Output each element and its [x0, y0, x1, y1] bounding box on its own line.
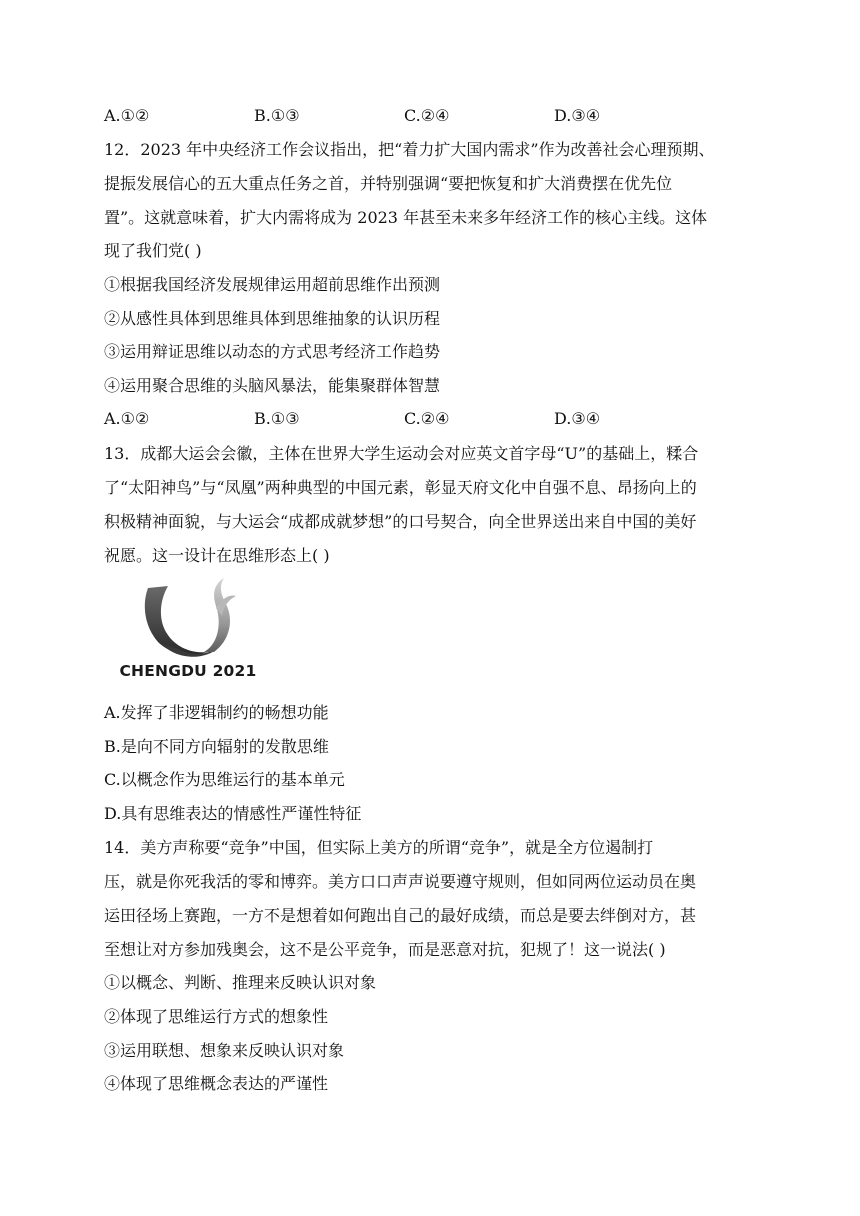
q11-option-d: D.③④ [554, 106, 601, 125]
q14-stem-line-2: 压，就是你死我活的零和博弈。美方口口声声说要遵守规则，但如同两位运动员在奥 [104, 872, 697, 891]
q12-item-1: ①根据我国经济发展规律运用超前思维作出预测 [104, 275, 441, 294]
q13-stem-line-1: 13．成都大运会会徽，主体在世界大学生运动会对应英文首字母“U”的基础上，糅合 [104, 444, 699, 463]
q13-stem-line-3: 积极精神面貌，与大运会“成都成就梦想”的口号契合，向全世界送出来自中国的美好 [104, 512, 697, 531]
emblem-caption: CHENGDU 2021 [119, 662, 257, 680]
chengdu-2021-emblem [118, 574, 258, 684]
q13-stem-line-2: 了“太阳神鸟”与“凤凰”两种典型的中国元素，彰显天府文化中自强不息、昂扬向上的 [104, 478, 697, 497]
q12-stem-line-1: 12．2023 年中央经济工作会议指出，把“着力扩大国内需求”作为改善社会心理预期、 [104, 140, 715, 159]
q12-option-d: D.③④ [554, 409, 601, 428]
q13-option-d: D.具有思维表达的情感性严谨性特征 [104, 804, 362, 823]
q12-item-3: ③运用辩证思维以动态的方式思考经济工作趋势 [104, 342, 441, 361]
q12-option-c: C.②④ [404, 409, 450, 428]
emblem-u-icon [118, 574, 258, 664]
q12-item-2: ②从感性具体到思维具体到思维抽象的认识历程 [104, 309, 441, 328]
q14-stem-line-1: 14．美方声称要“竞争”中国，但实际上美方的所谓“竞争”，就是全方位遏制打 [104, 838, 654, 857]
q12-item-4: ④运用聚合思维的头脑风暴法，能集聚群体智慧 [104, 376, 441, 395]
q14-item-1: ①以概念、判断、推理来反映认识对象 [104, 973, 377, 992]
q12-stem-line-4: 现了我们党( ) [104, 241, 202, 260]
q14-item-2: ②体现了思维运行方式的想象性 [104, 1007, 329, 1026]
q14-stem-line-3: 运田径场上赛跑，一方不是想着如何跑出自己的最好成绩，而总是要去绊倒对方，甚 [104, 906, 697, 925]
q14-stem-line-4: 至想让对方参加残奥会，这不是公平竞争，而是恶意对抗，犯规了！这一说法( ) [104, 940, 666, 959]
q13-option-c: C.以概念作为思维运行的基本单元 [104, 770, 345, 789]
q11-option-c: C.②④ [404, 106, 450, 125]
q12-option-b: B.①③ [254, 409, 300, 428]
q13-option-a: A.发挥了非逻辑制约的畅想功能 [104, 703, 329, 722]
q12-stem-line-2: 提振发展信心的五大重点任务之首，并特别强调“要把恢复和扩大消费摆在优先位 [104, 174, 673, 193]
q14-item-3: ③运用联想、想象来反映认识对象 [104, 1041, 345, 1060]
q11-option-b: B.①③ [254, 106, 300, 125]
q11-option-a: A.①② [104, 106, 150, 125]
q13-stem-line-4: 祝愿。这一设计在思维形态上( ) [104, 546, 330, 565]
q13-option-b: B.是向不同方向辐射的发散思维 [104, 737, 329, 756]
q12-option-a: A.①② [104, 409, 150, 428]
q12-stem-line-3: 置”。这就意味着，扩大内需将成为 2023 年甚至未来多年经济工作的核心主线。这体 [104, 208, 708, 227]
q11-options [104, 106, 664, 126]
q12-options [104, 409, 664, 429]
q14-item-4: ④体现了思维概念表达的严谨性 [104, 1074, 329, 1093]
